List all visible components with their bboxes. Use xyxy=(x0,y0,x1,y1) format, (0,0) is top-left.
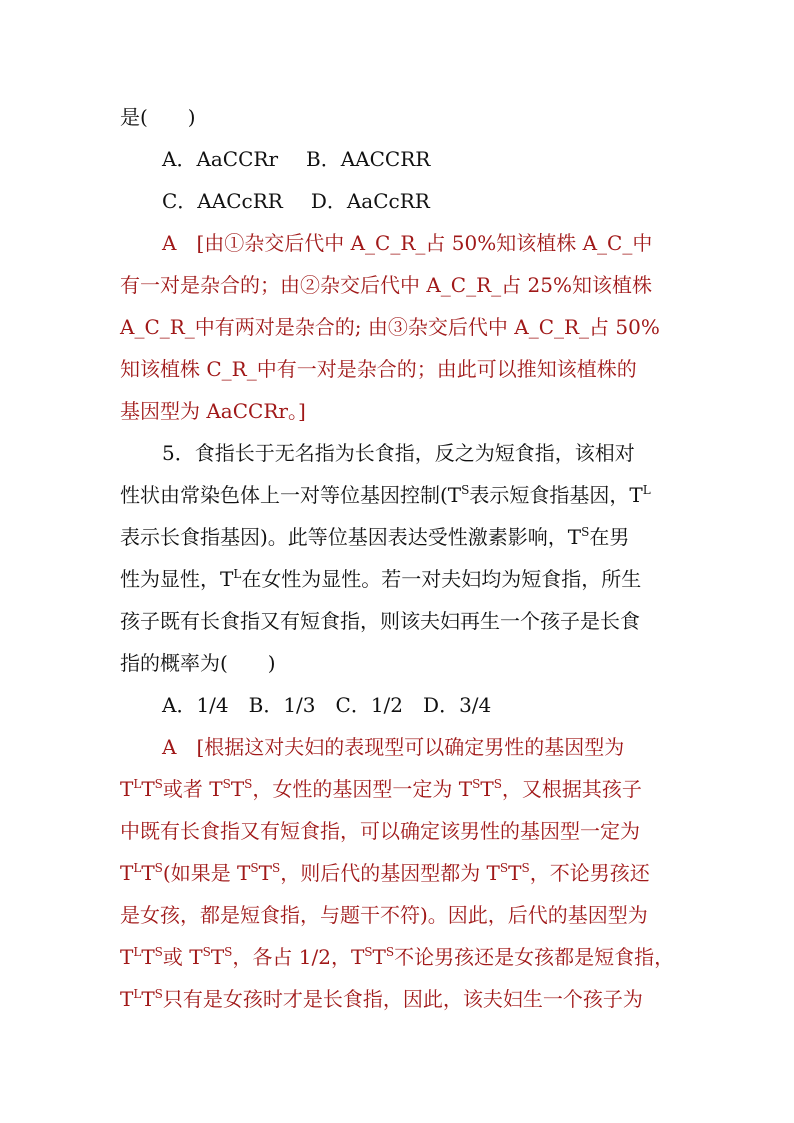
sup-s: S xyxy=(250,861,259,875)
answer-text: ，则后代的基因型都为 T xyxy=(280,861,500,885)
q5-answer-line-7 xyxy=(120,978,643,1020)
q5-l4-text-b: 在女性为显性。若一对夫妇均为短食指，所生 xyxy=(241,567,642,591)
q4-answer-line-2: 有一对是杂合的；由②杂交后代中 A_C_R_占 25%知该植株 xyxy=(120,273,652,297)
answer-text: ，女性的基因型一定为 T xyxy=(252,777,473,801)
sup-l: L xyxy=(133,777,142,791)
sup-l: L xyxy=(133,987,142,1001)
answer-text: (如果是 T xyxy=(162,861,251,885)
q5-l2-text-b: 表示短食指基因，T xyxy=(469,483,643,507)
q4-option-c: C．AACcRR xyxy=(162,189,283,213)
t: T xyxy=(120,945,134,969)
q5-option-c: C．1/2 xyxy=(335,693,404,717)
q5-answer-line-4 xyxy=(120,852,650,894)
q4-option-d: D．AaCcRR xyxy=(310,189,430,213)
q4-option-a: A．AaCCRr xyxy=(162,147,279,171)
sup-s: S xyxy=(493,777,502,791)
q4-stem-tail xyxy=(120,96,196,138)
t: T xyxy=(120,861,134,885)
q5-answer-line-1: A [根据这对夫妇的表现型可以确定男性的基因型为 xyxy=(162,735,625,759)
q5-l4-text-a: 性为显性，T xyxy=(120,567,234,591)
q4-options-row-2 xyxy=(162,180,430,222)
q5-answer-line-2 xyxy=(120,768,642,810)
sup-l: L xyxy=(233,567,242,581)
sup-s: S xyxy=(222,777,231,791)
q4-stem-text: 是( ) xyxy=(120,105,196,129)
sup-s: S xyxy=(271,861,281,875)
sup-s: S xyxy=(364,945,373,959)
q5-stem-line-5: 孩子既有长食指又有短食指，则该夫妇再生一个孩子是长食 xyxy=(120,609,640,633)
sup-s: S xyxy=(244,777,253,791)
t: T xyxy=(258,861,272,885)
sup-s: S xyxy=(224,945,233,959)
answer-text: 不论男孩还是女孩都是短食指， xyxy=(394,945,675,969)
sup-s: S xyxy=(461,483,470,497)
answer-text: ，又根据其孩子 xyxy=(501,777,642,801)
q5-l3-text-b: 在男 xyxy=(589,525,630,549)
answer-text: ，各占 1/2，T xyxy=(232,945,365,969)
q5-option-a: A．1/4 xyxy=(162,693,229,717)
q5-l3-text-a: 表示长食指基因)。此等位基因表达受性激素影响，T xyxy=(120,525,582,549)
q5-option-d: D．3/4 xyxy=(423,693,492,717)
q5-stem-line-6: 指的概率为( ) xyxy=(120,651,276,675)
q5-answer-line-5: 是女孩，都是短食指，与题干不符)。因此，后代的基因型为 xyxy=(120,903,648,927)
t: T xyxy=(120,987,134,1011)
q4-answer-line-4: 知该植株 C_R_中有一对是杂合的；由此可以推知该植株的 xyxy=(120,357,637,381)
t: T xyxy=(508,861,522,885)
q4-answer-line-1: A [由①杂交后代中 A_C_R_占 50%知该植株 A_C_中 xyxy=(162,231,653,255)
t: T xyxy=(141,987,155,1011)
sup-s: S xyxy=(154,987,163,1001)
sup-s: S xyxy=(581,525,590,539)
q5-l2-text-a: 性状由常染色体上一对等位基因控制(T xyxy=(120,483,462,507)
t: T xyxy=(480,777,494,801)
sup-s: S xyxy=(499,861,509,875)
sup-s: S xyxy=(202,945,211,959)
sup-s: S xyxy=(154,777,163,791)
q5-stem-line-3 xyxy=(120,516,629,558)
q4-answer-line-5: 基因型为 AaCCRr。] xyxy=(120,399,306,423)
sup-s: S xyxy=(154,945,163,959)
q5-stem-line-4 xyxy=(120,558,641,600)
q5-option-b: B．1/3 xyxy=(248,693,316,717)
t: T xyxy=(372,945,386,969)
answer-text: 或者 T xyxy=(162,777,223,801)
q5-answer-line-3: 中既有长食指又有短食指，可以确定该男性的基因型一定为 xyxy=(120,819,640,843)
t: T xyxy=(141,777,155,801)
t: T xyxy=(210,945,225,969)
q4-option-b: B．AACCRR xyxy=(306,147,431,171)
q5-options-row xyxy=(162,684,491,726)
t: T xyxy=(120,777,134,801)
q5-stem-line-2 xyxy=(120,474,651,516)
sup-l: L xyxy=(642,483,651,497)
answer-text: ，不论男孩还 xyxy=(529,861,650,885)
t: T xyxy=(230,777,245,801)
q4-options-row-1 xyxy=(162,138,430,180)
sup-l: L xyxy=(133,861,142,875)
q5-answer-line-6 xyxy=(120,936,674,978)
sup-l: L xyxy=(133,945,142,959)
answer-text: 只有是女孩时才是长食指，因此，该夫妇生一个孩子为 xyxy=(162,987,643,1011)
sup-s: S xyxy=(472,777,481,791)
t: T xyxy=(141,861,155,885)
q5-stem-line-1: 5．食指长于无名指为长食指，反之为短食指，该相对 xyxy=(162,441,635,465)
q4-answer-line-3: A_C_R_中有两对是杂合的; 由③杂交后代中 A_C_R_占 50% xyxy=(120,315,660,339)
sup-s: S xyxy=(521,861,530,875)
t: T xyxy=(141,945,155,969)
sup-s: S xyxy=(385,945,395,959)
sup-s: S xyxy=(154,861,163,875)
answer-text: 或 T xyxy=(162,945,203,969)
